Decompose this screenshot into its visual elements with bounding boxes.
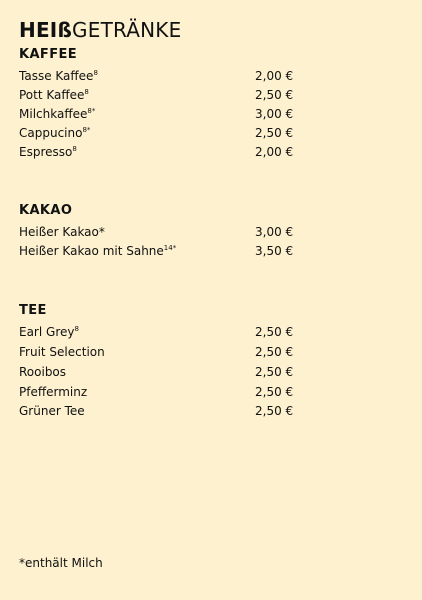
item-price: 3,00 € [255,225,294,239]
menu-item [19,144,294,160]
item-name: Heißer Kakao mit Sahne$^{14*}$ [19,244,177,258]
item-note: 8* [87,107,96,115]
item-price: 2,50 € [255,88,294,102]
item-price: 2,50 € [255,126,294,140]
section-title-kakao: KAKAO [19,203,73,218]
menu-item [19,384,294,400]
menu-item [19,125,294,141]
menu-item [19,403,294,419]
item-name: Milchkaffee$^{8*}$ [19,107,96,121]
item-name: Pfefferminz [19,385,88,399]
item-note: 14* [163,244,177,252]
section-title-kaffee: KAFFEE [19,47,78,62]
page-title-bold: HEIß [19,18,73,42]
item-price: 3,00 € [255,107,294,121]
item-note: 8 [74,325,79,333]
item-price: 2,50 € [255,385,294,399]
menu-item [19,243,294,259]
item-name: Tasse Kaffee$^8$ [19,69,98,83]
section-title-tee: TEE [19,303,47,318]
item-price: 2,00 € [255,145,294,159]
item-note: 8 [84,88,89,96]
item-name: Grüner Tee [19,404,85,418]
menu-item [19,68,294,84]
item-name: Pott Kaffee$^8$ [19,88,89,102]
menu-item [19,106,294,122]
menu-item [19,344,294,360]
item-name: Rooibos [19,365,67,379]
item-name: Espresso$^8$ [19,145,77,159]
item-name: Earl Grey$^8$ [19,325,79,339]
item-name: Heißer Kakao* [19,225,105,239]
item-price: 2,50 € [255,404,294,418]
item-note: 8 [72,145,77,153]
page-title [19,18,181,42]
menu-item [19,324,294,340]
item-name: Fruit Selection [19,345,105,359]
page-title-light: GETRÄNKE [72,18,182,42]
footnote: *enthält Milch [19,556,103,570]
item-price: 2,00 € [255,69,294,83]
item-price: 2,50 € [255,345,294,359]
item-price: 2,50 € [255,365,294,379]
item-name: Cappucino$^{8*}$ [19,126,91,140]
menu-item [19,364,294,380]
menu-item [19,87,294,103]
menu-item [19,224,294,240]
item-note: 8 [93,69,98,77]
item-price: 2,50 € [255,325,294,339]
item-price: 3,50 € [255,244,294,258]
item-note: 8* [82,126,91,134]
